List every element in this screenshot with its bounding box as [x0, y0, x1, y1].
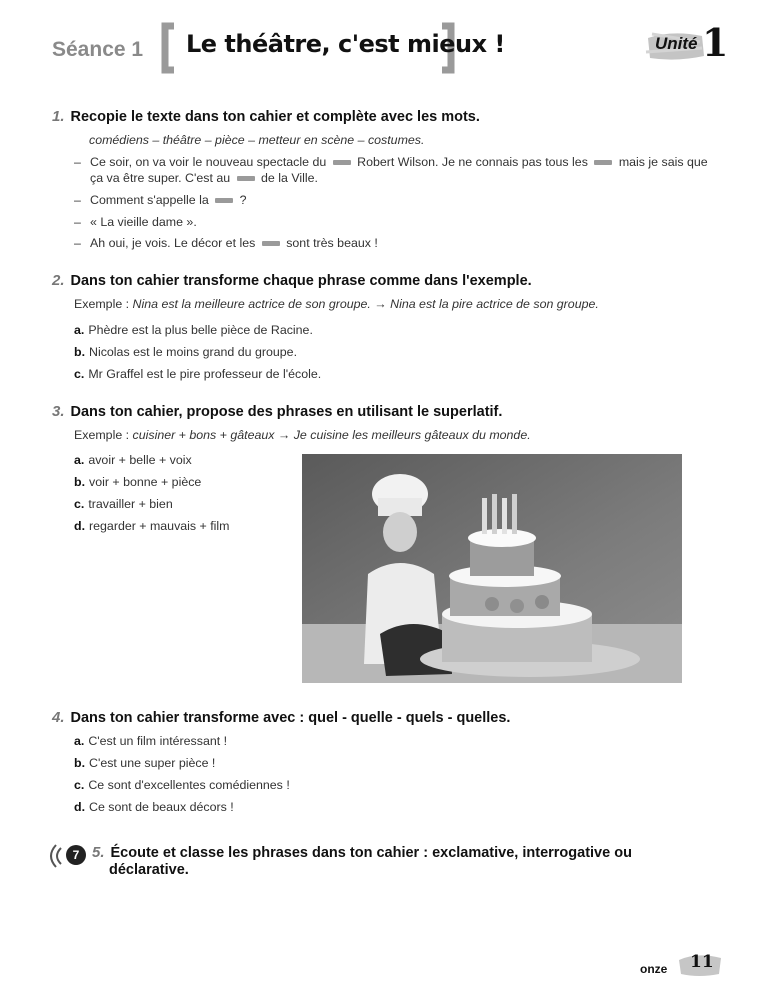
page-number: 11	[690, 952, 714, 972]
unite-number: 1	[702, 20, 729, 65]
page-word: onze	[640, 962, 668, 976]
exercise-1-number: 1.	[52, 108, 65, 125]
text: ça va être super. C'est au	[90, 171, 231, 185]
exercise-2-item-c	[74, 366, 321, 382]
item-text: regarder + mauvais + film	[89, 519, 230, 533]
exercise-1-line-1	[74, 154, 724, 170]
item-label: a.	[74, 453, 85, 467]
dash: –	[74, 193, 81, 207]
exercise-2-instruction: Dans ton cahier transforme chaque phrase comme dans l'exemple.	[70, 273, 532, 289]
example-label: Exemple :	[74, 297, 130, 311]
exercise-3-item-b	[74, 474, 201, 490]
page-title: Le théâtre, c'est mieux !	[186, 30, 505, 58]
exercise-3-example	[74, 427, 531, 443]
item-text: Phèdre est la plus belle pièce de Racine.	[88, 323, 313, 337]
exercise-3-instruction: Dans ton cahier, propose des phrases en utilisant le superlatif.	[70, 404, 503, 420]
exercise-4-item-d	[74, 799, 234, 815]
blank-gap	[215, 198, 233, 203]
exercise-3-item-d	[74, 518, 230, 534]
item-label: d.	[74, 519, 86, 533]
blank-gap	[333, 160, 351, 165]
exercise-3-title	[52, 403, 502, 420]
exercise-4-item-a	[74, 733, 227, 749]
exercise-4-number: 4.	[52, 709, 65, 726]
exercise-4-item-b	[74, 755, 215, 771]
text: Ah oui, je vois. Le décor et les	[90, 236, 256, 250]
text: mais je sais que	[618, 155, 708, 169]
item-text: avoir + belle + voix	[88, 453, 192, 467]
item-text: C'est une super pièce !	[89, 756, 216, 770]
exercise-2-item-b	[74, 344, 297, 360]
exercise-4-item-c	[74, 777, 290, 793]
dash: –	[74, 236, 81, 250]
seance-label: Séance 1	[52, 38, 144, 61]
exercise-5-instruction-line-1: Écoute et classe les phrases dans ton cahier : exclamative, interrogative ou	[110, 845, 632, 861]
text: sont très beaux !	[286, 236, 378, 250]
blank-gap	[594, 160, 612, 165]
exercise-2-number: 2.	[52, 272, 65, 289]
exercise-5-instruction-line-2: déclarative.	[109, 862, 189, 878]
text: « La vieille dame ».	[90, 215, 197, 229]
exercise-1-title	[52, 108, 480, 125]
item-text: Mr Graffel est le pire professeur de l'école.	[88, 367, 322, 381]
exercise-2-example	[74, 296, 599, 312]
blank-gap	[237, 176, 255, 181]
item-text: C'est un film intéressant !	[88, 734, 228, 748]
text: Ce soir, on va voir le nouveau spectacle du	[90, 155, 327, 169]
exercise-2-item-a	[74, 322, 313, 338]
exercise-5-title	[92, 844, 682, 861]
unite-label: Unité	[655, 34, 698, 53]
exercise-1-word-bank: comédiens – théâtre – pièce – metteur en scène – costumes.	[89, 133, 425, 147]
dash: –	[74, 155, 81, 169]
exercise-1-line-4	[74, 235, 378, 251]
item-label: d.	[74, 800, 86, 814]
exercise-1-line-1-cont	[90, 170, 318, 186]
example-text: Nina est la meilleure actrice de son groupe. → Nina est la pire actrice de son groupe.	[132, 297, 599, 311]
text: Comment s'appelle la	[90, 193, 209, 207]
dash: –	[74, 215, 81, 229]
item-label: b.	[74, 756, 86, 770]
item-text: travailler + bien	[88, 497, 173, 511]
item-text: voir + bonne + pièce	[89, 475, 202, 489]
item-text: Nicolas est le moins grand du groupe.	[89, 345, 298, 359]
text: Robert Wilson. Je ne connais pas tous les	[357, 155, 588, 169]
exercise-3-item-c	[74, 496, 173, 512]
chef-cake-photo	[302, 454, 682, 683]
item-label: c.	[74, 778, 85, 792]
item-label: a.	[74, 323, 85, 337]
text: ?	[239, 193, 247, 207]
exercise-4-instruction: Dans ton cahier transforme avec : quel - quelle - quels - quelles.	[70, 710, 511, 726]
item-text: Ce sont de beaux décors !	[89, 800, 234, 814]
exercise-1-line-2	[74, 192, 247, 208]
text: de la Ville.	[261, 171, 318, 185]
blank-gap	[262, 241, 280, 246]
exercise-1-instruction: Recopie le texte dans ton cahier et complète avec les mots.	[70, 109, 480, 125]
item-label: a.	[74, 734, 85, 748]
item-label: c.	[74, 497, 85, 511]
item-label: c.	[74, 367, 85, 381]
exercise-2-title	[52, 272, 532, 289]
exercise-5-number: 5.	[92, 844, 105, 861]
exercise-1-line-3	[74, 214, 197, 230]
exercise-3-item-a	[74, 452, 192, 468]
example-text: cuisiner + bons + gâteaux → Je cuisine les meilleurs gâteaux du monde.	[132, 428, 531, 442]
exercise-3-number: 3.	[52, 403, 65, 420]
item-label: b.	[74, 475, 86, 489]
exercise-4-title	[52, 709, 510, 726]
audio-track-badge[interactable]: 7	[66, 845, 86, 865]
item-label: b.	[74, 345, 86, 359]
item-text: Ce sont d'excellentes comédiennes !	[88, 778, 290, 792]
example-label: Exemple :	[74, 428, 130, 442]
